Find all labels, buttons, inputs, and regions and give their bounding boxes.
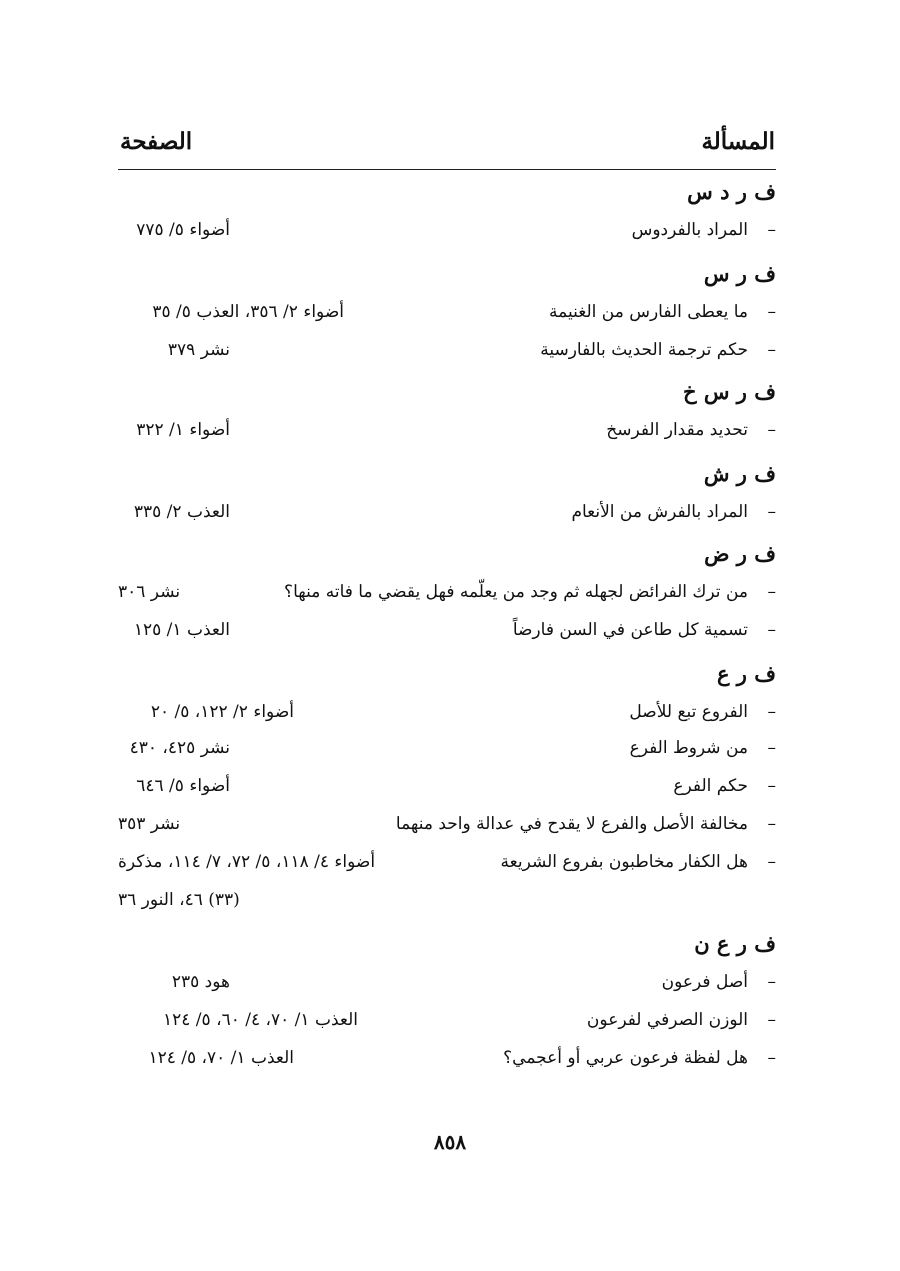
entry-issue: ما يعطى الفارس من الغنيمة bbox=[549, 302, 748, 322]
root-heading: ف ر س bbox=[703, 261, 776, 286]
index-entry bbox=[118, 612, 776, 648]
entry-reference: أضواء ٤/ ١١٨، ٥/ ٧٢، ٧/ ١١٤، مذكرة bbox=[118, 852, 376, 872]
entry-issue: من شروط الفرع bbox=[629, 738, 748, 758]
entry-reference: نشر ٣٠٦ bbox=[118, 582, 181, 602]
entry-reference: أضواء ١/ ٣٢٢ bbox=[136, 420, 230, 440]
root-heading: ف ر ع ن bbox=[694, 931, 776, 956]
root-heading: ف ر ش bbox=[703, 461, 776, 486]
issue-column-header: المسألة bbox=[701, 128, 775, 155]
index-entry bbox=[118, 294, 776, 330]
entry-issue: مخالفة الأصل والفرع لا يقدح في عدالة واحد منهما bbox=[395, 814, 748, 834]
entry-dash: – bbox=[767, 702, 776, 722]
entry-reference: العذب ١/ ٧٠، ٥/ ١٢٤ bbox=[148, 1048, 294, 1068]
entry-dash: – bbox=[767, 776, 776, 796]
entry-dash: – bbox=[767, 340, 776, 360]
entry-reference: العذب ١/ ١٢٥ bbox=[133, 620, 230, 640]
header-divider bbox=[118, 169, 776, 170]
entry-issue: الفروع تبع للأصل bbox=[629, 702, 748, 722]
entry-issue: هل لفظة فرعون عربي أو أعجمي؟ bbox=[503, 1048, 748, 1068]
entry-issue: من ترك الفرائض لجهله ثم وجد من يعلّمه فهل يقضي ما فاته منها؟ bbox=[284, 582, 748, 602]
index-entry bbox=[118, 1040, 776, 1076]
index-entry bbox=[118, 694, 776, 730]
entry-reference: نشر ٣٧٩ bbox=[167, 340, 230, 360]
page-number: ٨٥٨ bbox=[433, 1130, 467, 1154]
index-entry bbox=[118, 730, 776, 766]
entry-issue: هل الكفار مخاطبون بفروع الشريعة bbox=[500, 852, 748, 872]
entry-dash: – bbox=[767, 620, 776, 640]
index-entry bbox=[118, 412, 776, 448]
root-heading: ف ر د س bbox=[687, 179, 776, 204]
index-entry bbox=[118, 964, 776, 1000]
entry-dash: – bbox=[767, 1010, 776, 1030]
entry-issue: حكم الفرع bbox=[673, 776, 748, 796]
root-heading: ف ر ض bbox=[704, 541, 776, 566]
entry-dash: – bbox=[767, 220, 776, 240]
root-heading: ف ر س خ bbox=[682, 379, 776, 404]
entry-dash: – bbox=[767, 814, 776, 834]
entry-reference: العذب ١/ ٧٠، ٤/ ٦٠، ٥/ ١٢٤ bbox=[163, 1010, 358, 1030]
entry-dash: – bbox=[767, 420, 776, 440]
entry-issue: تسمية كل طاعن في السن فارضاً bbox=[512, 620, 748, 640]
entry-reference: العذب ٢/ ٣٣٥ bbox=[133, 502, 230, 522]
entry-reference: أضواء ٥/ ٦٤٦ bbox=[136, 776, 230, 796]
root-heading: ف ر ع bbox=[716, 661, 776, 686]
entry-dash: – bbox=[767, 502, 776, 522]
entry-reference: أضواء ٢/ ١٢٢، ٥/ ٢٠ bbox=[150, 702, 294, 722]
entry-issue: الوزن الصرفي لفرعون bbox=[586, 1010, 748, 1030]
entry-dash: – bbox=[767, 972, 776, 992]
entry-issue: أصل فرعون bbox=[661, 972, 748, 992]
index-entry bbox=[118, 332, 776, 368]
page-column-header: الصفحة bbox=[120, 128, 193, 155]
entry-reference: هود ٢٣٥ bbox=[171, 972, 230, 992]
index-entry bbox=[118, 574, 776, 610]
index-entry bbox=[118, 494, 776, 530]
entry-reference: نشر ٤٢٥، ٤٣٠ bbox=[129, 738, 230, 758]
index-entry bbox=[118, 1002, 776, 1038]
entry-dash: – bbox=[767, 302, 776, 322]
entry-reference: أضواء ٢/ ٣٥٦، العذب ٥/ ٣٥ bbox=[152, 302, 344, 322]
entry-issue: تحديد مقدار الفرسخ bbox=[606, 420, 748, 440]
index-entry bbox=[118, 768, 776, 804]
entry-issue: حكم ترجمة الحديث بالفارسية bbox=[540, 340, 748, 360]
entry-issue: المراد بالفردوس bbox=[631, 220, 748, 240]
index-entry bbox=[118, 212, 776, 248]
entry-issue: المراد بالفرش من الأنعام bbox=[571, 502, 748, 522]
entry-reference: نشر ٣٥٣ bbox=[118, 814, 181, 834]
index-entry bbox=[118, 844, 776, 880]
entry-dash: – bbox=[767, 738, 776, 758]
entry-reference-continuation: (٣٣) ٤٦، النور ٣٦ bbox=[118, 890, 240, 910]
entry-reference: أضواء ٥/ ٧٧٥ bbox=[136, 220, 230, 240]
entry-dash: – bbox=[767, 1048, 776, 1068]
entry-dash: – bbox=[767, 852, 776, 872]
entry-dash: – bbox=[767, 582, 776, 602]
index-entry bbox=[118, 806, 776, 842]
